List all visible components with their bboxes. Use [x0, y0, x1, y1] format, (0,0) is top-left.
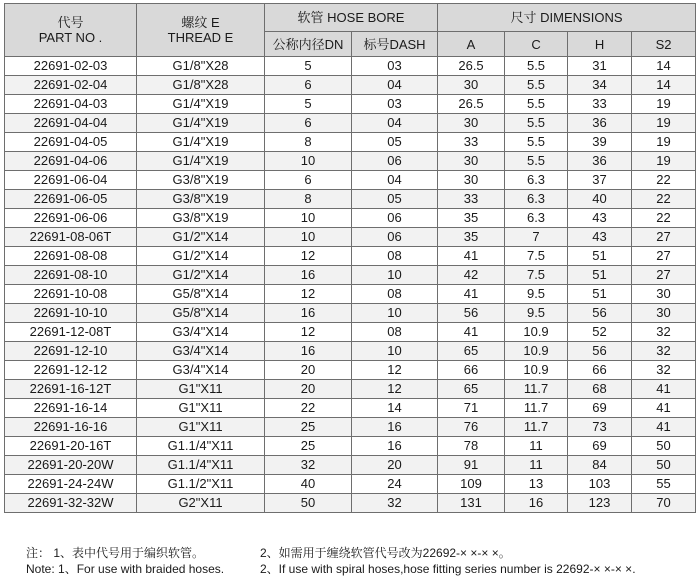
thread-cell: G1/2"X14	[137, 266, 265, 285]
h-cell: 36	[568, 114, 632, 133]
part-no-cell: 22691-24-24W	[5, 475, 137, 494]
dash-cell: 10	[352, 342, 438, 361]
a-cell: 42	[438, 266, 505, 285]
h-cell: 68	[568, 380, 632, 399]
dash-cell: 10	[352, 266, 438, 285]
c-cell: 13	[505, 475, 568, 494]
h-cell: 34	[568, 76, 632, 95]
a-cell: 71	[438, 399, 505, 418]
s2-cell: 30	[632, 304, 696, 323]
thread-cell: G5/8"X14	[137, 285, 265, 304]
dn-cell: 16	[265, 342, 352, 361]
s2-cell: 41	[632, 399, 696, 418]
a-cell: 30	[438, 152, 505, 171]
part-no-cell: 22691-02-03	[5, 57, 137, 76]
part-no-cell: 22691-02-04	[5, 76, 137, 95]
s2-cell: 14	[632, 76, 696, 95]
c-cell: 11.7	[505, 399, 568, 418]
thread-cell: G3/8"X19	[137, 209, 265, 228]
a-cell: 65	[438, 342, 505, 361]
dn-cell: 10	[265, 152, 352, 171]
dash-cell: 12	[352, 361, 438, 380]
thread-cell: G1.1/4"X11	[137, 456, 265, 475]
thread-cell: G5/8"X14	[137, 304, 265, 323]
c-cell: 5.5	[505, 152, 568, 171]
dash-cell: 20	[352, 456, 438, 475]
thread-cell: G3/8"X19	[137, 190, 265, 209]
s2-cell: 27	[632, 228, 696, 247]
a-cell: 26.5	[438, 57, 505, 76]
dn-cell: 8	[265, 133, 352, 152]
part-no-header-cn: 代号	[57, 15, 84, 30]
table-row	[5, 57, 696, 76]
c-cell: 6.3	[505, 171, 568, 190]
dash-cell: 08	[352, 285, 438, 304]
c-cell: 10.9	[505, 323, 568, 342]
table-row	[5, 133, 696, 152]
h-cell: 84	[568, 456, 632, 475]
thread-cell: G3/4"X14	[137, 361, 265, 380]
h-cell: 56	[568, 342, 632, 361]
part-no-cell: 22691-12-12	[5, 361, 137, 380]
dn-cell: 16	[265, 304, 352, 323]
table-row	[5, 323, 696, 342]
s2-cell: 32	[632, 342, 696, 361]
s2-cell: 22	[632, 190, 696, 209]
dash-cell: 04	[352, 171, 438, 190]
c-cell: 11	[505, 437, 568, 456]
c-cell: 5.5	[505, 95, 568, 114]
a-cell: 76	[438, 418, 505, 437]
part-no-cell: 22691-04-03	[5, 95, 137, 114]
dn-cell: 5	[265, 57, 352, 76]
part-no-cell: 22691-32-32W	[5, 494, 137, 513]
thread-cell: G1"X11	[137, 418, 265, 437]
note-cn-2: 2、如需用于缠绕软管代号改为22692-× ×-× ×。	[260, 546, 511, 560]
h-cell: 40	[568, 190, 632, 209]
part-no-cell: 22691-08-08	[5, 247, 137, 266]
dash-cell: 14	[352, 399, 438, 418]
h-cell: 39	[568, 133, 632, 152]
c-cell: 10.9	[505, 361, 568, 380]
dimension-table	[4, 3, 696, 513]
c-cell: 7	[505, 228, 568, 247]
dash-cell: 24	[352, 475, 438, 494]
thread-cell: G1/2"X14	[137, 228, 265, 247]
a-cell: 91	[438, 456, 505, 475]
dash-cell: 16	[352, 437, 438, 456]
a-cell: 35	[438, 209, 505, 228]
dn-cell: 6	[265, 114, 352, 133]
a-cell: 30	[438, 114, 505, 133]
h-header: H	[568, 32, 632, 57]
h-cell: 51	[568, 247, 632, 266]
h-cell: 56	[568, 304, 632, 323]
a-cell: 41	[438, 323, 505, 342]
table-row	[5, 114, 696, 133]
table-row	[5, 228, 696, 247]
s2-cell: 55	[632, 475, 696, 494]
dash-cell: 04	[352, 114, 438, 133]
dash-cell: 05	[352, 133, 438, 152]
table-row	[5, 304, 696, 323]
c-cell: 5.5	[505, 76, 568, 95]
table-row	[5, 456, 696, 475]
thread-cell: G3/4"X14	[137, 342, 265, 361]
a-cell: 26.5	[438, 95, 505, 114]
table-row	[5, 152, 696, 171]
a-cell: 56	[438, 304, 505, 323]
table-row	[5, 437, 696, 456]
h-cell: 69	[568, 437, 632, 456]
part-no-cell: 22691-08-10	[5, 266, 137, 285]
part-no-cell: 22691-06-06	[5, 209, 137, 228]
dash-cell: 16	[352, 418, 438, 437]
h-cell: 33	[568, 95, 632, 114]
dash-cell: 10	[352, 304, 438, 323]
c-cell: 9.5	[505, 304, 568, 323]
note-cn-1: 注： 1、表中代号用于编织软管。	[26, 546, 205, 560]
s2-cell: 19	[632, 95, 696, 114]
dash-cell: 04	[352, 76, 438, 95]
c-cell: 16	[505, 494, 568, 513]
part-no-cell: 22691-12-08T	[5, 323, 137, 342]
s2-cell: 41	[632, 380, 696, 399]
note-row-cn	[26, 545, 696, 561]
dash-cell: 12	[352, 380, 438, 399]
dn-cell: 25	[265, 437, 352, 456]
table-row	[5, 285, 696, 304]
c-header: C	[505, 32, 568, 57]
c-cell: 7.5	[505, 247, 568, 266]
a-cell: 33	[438, 133, 505, 152]
s2-cell: 30	[632, 285, 696, 304]
table-body	[5, 57, 696, 513]
table-row	[5, 380, 696, 399]
c-cell: 9.5	[505, 285, 568, 304]
h-cell: 123	[568, 494, 632, 513]
s2-cell: 27	[632, 247, 696, 266]
thread-header-cn: 螺纹 E	[181, 15, 220, 30]
part-no-cell: 22691-04-05	[5, 133, 137, 152]
note-row-en	[26, 561, 696, 577]
dash-cell: 06	[352, 209, 438, 228]
table-row	[5, 494, 696, 513]
a-cell: 33	[438, 190, 505, 209]
h-cell: 43	[568, 209, 632, 228]
a-cell: 109	[438, 475, 505, 494]
table-row	[5, 361, 696, 380]
thread-cell: G1/2"X14	[137, 247, 265, 266]
part-no-cell: 22691-12-10	[5, 342, 137, 361]
thread-header-en: THREAD E	[167, 30, 234, 45]
s2-cell: 50	[632, 437, 696, 456]
a-cell: 41	[438, 247, 505, 266]
a-cell: 41	[438, 285, 505, 304]
thread-cell: G1"X11	[137, 380, 265, 399]
a-cell: 131	[438, 494, 505, 513]
dn-cell: 40	[265, 475, 352, 494]
dash-cell: 03	[352, 57, 438, 76]
table-row	[5, 247, 696, 266]
part-no-cell: 22691-10-08	[5, 285, 137, 304]
h-cell: 69	[568, 399, 632, 418]
dn-cell: 50	[265, 494, 352, 513]
s2-cell: 22	[632, 209, 696, 228]
dn-cell: 12	[265, 247, 352, 266]
hose-bore-header: 软管 HOSE BORE	[265, 4, 438, 32]
table-row	[5, 266, 696, 285]
a-cell: 78	[438, 437, 505, 456]
h-cell: 51	[568, 285, 632, 304]
table-row	[5, 342, 696, 361]
thread-cell: G1/4"X19	[137, 95, 265, 114]
thread-cell: G1/4"X19	[137, 152, 265, 171]
note-en-2: 2、If use with spiral hoses,hose fitting series number is 22692-× ×-× ×.	[260, 562, 636, 576]
dn-cell: 5	[265, 95, 352, 114]
notes	[26, 545, 696, 577]
thread-cell: G1/4"X19	[137, 114, 265, 133]
note-en-1: Note: 1、For use with braided hoses.	[26, 562, 225, 576]
dn-cell: 16	[265, 266, 352, 285]
h-cell: 73	[568, 418, 632, 437]
part-no-header	[5, 4, 137, 57]
part-no-cell: 22691-16-12T	[5, 380, 137, 399]
a-cell: 65	[438, 380, 505, 399]
dash-cell: 32	[352, 494, 438, 513]
c-cell: 11.7	[505, 380, 568, 399]
s2-cell: 19	[632, 114, 696, 133]
h-cell: 51	[568, 266, 632, 285]
h-cell: 31	[568, 57, 632, 76]
dn-cell: 10	[265, 228, 352, 247]
h-cell: 103	[568, 475, 632, 494]
thread-cell: G3/8"X19	[137, 171, 265, 190]
table-row	[5, 76, 696, 95]
s2-cell: 27	[632, 266, 696, 285]
dash-cell: 08	[352, 323, 438, 342]
part-no-cell: 22691-16-16	[5, 418, 137, 437]
thread-cell: G3/4"X14	[137, 323, 265, 342]
thread-cell: G1/4"X19	[137, 133, 265, 152]
dn-cell: 8	[265, 190, 352, 209]
part-no-cell: 22691-20-20W	[5, 456, 137, 475]
a-cell: 66	[438, 361, 505, 380]
dn-cell: 25	[265, 418, 352, 437]
s2-cell: 32	[632, 361, 696, 380]
part-no-cell: 22691-04-04	[5, 114, 137, 133]
c-cell: 5.5	[505, 133, 568, 152]
dash-cell: 03	[352, 95, 438, 114]
part-no-cell: 22691-08-06T	[5, 228, 137, 247]
dn-cell: 6	[265, 76, 352, 95]
thread-cell: G1/8"X28	[137, 57, 265, 76]
table-row	[5, 95, 696, 114]
part-no-cell: 22691-16-14	[5, 399, 137, 418]
dash-cell: 06	[352, 228, 438, 247]
c-cell: 11.7	[505, 418, 568, 437]
s2-cell: 14	[632, 57, 696, 76]
thread-cell: G1.1/4"X11	[137, 437, 265, 456]
dn-cell: 20	[265, 361, 352, 380]
thread-header	[137, 4, 265, 57]
thread-cell: G1.1/2"X11	[137, 475, 265, 494]
c-cell: 5.5	[505, 57, 568, 76]
dn-cell: 12	[265, 285, 352, 304]
h-cell: 36	[568, 152, 632, 171]
s2-cell: 32	[632, 323, 696, 342]
h-cell: 43	[568, 228, 632, 247]
a-header: A	[438, 32, 505, 57]
table-row	[5, 399, 696, 418]
dn-cell: 12	[265, 323, 352, 342]
dash-cell: 05	[352, 190, 438, 209]
s2-cell: 70	[632, 494, 696, 513]
a-cell: 35	[438, 228, 505, 247]
dn-cell: 6	[265, 171, 352, 190]
s2-cell: 19	[632, 133, 696, 152]
part-no-header-en: PART NO .	[38, 30, 103, 45]
a-cell: 30	[438, 171, 505, 190]
dn-cell: 32	[265, 456, 352, 475]
dash-cell: 08	[352, 247, 438, 266]
h-cell: 37	[568, 171, 632, 190]
dimensions-header: 尺寸 DIMENSIONS	[438, 4, 696, 32]
dash-cell: 06	[352, 152, 438, 171]
dn-cell: 22	[265, 399, 352, 418]
c-cell: 6.3	[505, 190, 568, 209]
table-row	[5, 418, 696, 437]
c-cell: 5.5	[505, 114, 568, 133]
dash-header: 标号DASH	[352, 32, 438, 57]
table-row	[5, 171, 696, 190]
table-row	[5, 475, 696, 494]
s2-cell: 50	[632, 456, 696, 475]
dn-cell: 10	[265, 209, 352, 228]
s2-header: S2	[632, 32, 696, 57]
part-no-cell: 22691-04-06	[5, 152, 137, 171]
c-cell: 7.5	[505, 266, 568, 285]
dn-cell: 20	[265, 380, 352, 399]
c-cell: 10.9	[505, 342, 568, 361]
thread-cell: G2"X11	[137, 494, 265, 513]
table-row	[5, 190, 696, 209]
h-cell: 66	[568, 361, 632, 380]
a-cell: 30	[438, 76, 505, 95]
c-cell: 11	[505, 456, 568, 475]
thread-cell: G1/8"X28	[137, 76, 265, 95]
h-cell: 52	[568, 323, 632, 342]
dn-header: 公称内径DN	[265, 32, 352, 57]
part-no-cell: 22691-20-16T	[5, 437, 137, 456]
s2-cell: 41	[632, 418, 696, 437]
part-no-cell: 22691-06-05	[5, 190, 137, 209]
s2-cell: 19	[632, 152, 696, 171]
part-no-cell: 22691-10-10	[5, 304, 137, 323]
table-row	[5, 209, 696, 228]
c-cell: 6.3	[505, 209, 568, 228]
part-no-cell: 22691-06-04	[5, 171, 137, 190]
thread-cell: G1"X11	[137, 399, 265, 418]
s2-cell: 22	[632, 171, 696, 190]
